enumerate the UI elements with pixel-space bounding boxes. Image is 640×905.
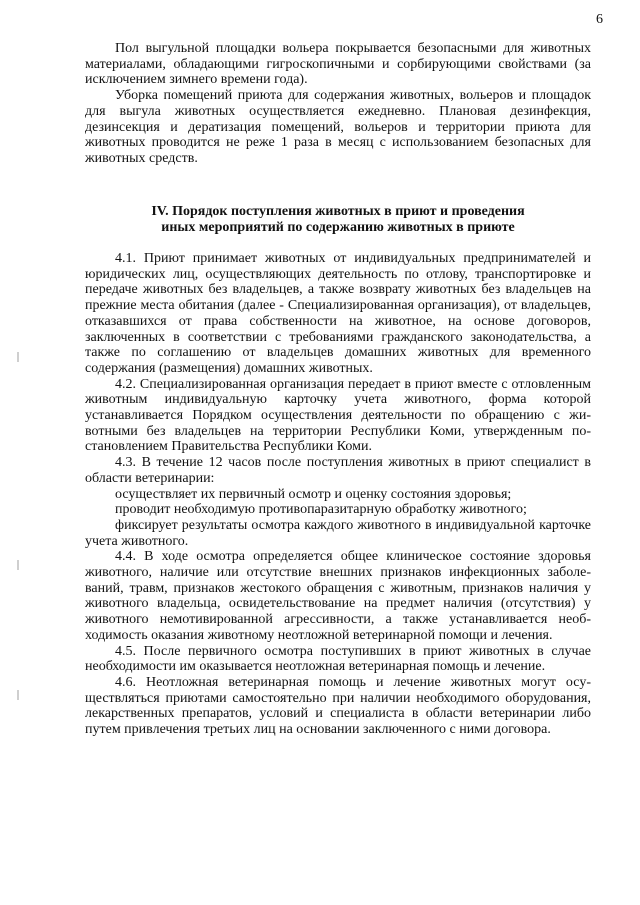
paragraph-4-1: 4.1. Приют принимает животных от индивидуальных предпринимателей и юридических лиц, осуществляющих деятельность по отлову, транспортировке и передаче животных без владельцев, а также возврату животных без владельцев на прежние места обитания (далее - Специализированная организация), от владельцев, отказавшихся от права собственности на животное, на основе договоров, заключенных в соответствии с требованиями гражданского законодательства, а также по соглашению от владельцев домашних животных для временного содержания (размещения) домашних животных. <box>85 251 591 376</box>
paragraph-4-3-item-a: осуществляет их первичный осмотр и оценку состояния здоровья; <box>115 486 512 502</box>
scan-margin-mark <box>17 560 19 570</box>
paragraph-4-3-item-c: фиксирует результаты осмотра каждого животного в индивидуальной карточке учета животного. <box>85 517 591 549</box>
intro-paragraph-2: Уборка помещений приюта для содержания животных, вольеров и площадок для выгула животных осуществляется ежедневно. Плановая дезинфекция, дезинсекция и дератизация помещений, вольеров и территории приюта для животных проводится не реже 1 раза в месяц с использованием безопасных для животных средств. <box>85 88 591 166</box>
paragraph-4-4: 4.4. В ходе осмотра определяется общее клиническое состояние здоровья животного, наличие или отсутствие внешних признаков инфекционных заболеваний, травм, признаков жестокого обращения с животным, признаков наличия у животного владельца, освидетельствование на предмет наличия (отсутствия) у животного немотивированной агрессивности, а также устанавливается необходимость оказания животному неотложной ветеринарной помощи и лечения. <box>85 549 591 643</box>
section-heading-line-2: иных мероприятий по содержанию животных в приюте <box>161 220 515 235</box>
section-body <box>85 251 591 738</box>
scan-margin-mark <box>17 690 19 700</box>
paragraph-4-2: 4.2. Специализированная организация передает в приют вместе с отловленным животным индивидуальную карточку учета животного, форма которой устанавливается Порядком осуществления деятельности по обращению с животными без владельцев на территории Республики Коми, утвержденным постановлением Правительства Республики Коми. <box>85 376 591 455</box>
paragraph-4-3-item-b: проводит необходимую противопаразитарную обработку животного; <box>115 502 527 518</box>
paragraph-4-3: 4.3. В течение 12 часов после поступления животных в приют специалист в области ветеринарии: <box>85 455 591 486</box>
scan-margin-mark <box>17 352 19 362</box>
intro-block <box>85 41 591 167</box>
paragraph-4-6: 4.6. Неотложная ветеринарная помощь и лечение животных могут осуществляться приютами самостоятельно при наличии необходимого оборудования, лекарственных препаратов, условий и специалиста в области ветеринарии либо путем привлечения третьих лиц на основании заключенного с ними договора. <box>85 674 591 738</box>
intro-paragraph-1: Пол выгульной площадки вольера покрывается безопасными для животных материалами, обладающими гигроскопичными и сорбирующими свойствами (за исключением зимнего времени года). <box>85 41 591 88</box>
paragraph-4-5: 4.5. После первичного осмотра поступивших в приют животных в случае необходимости им оказывается неотложная ветеринарная помощь и лечение. <box>85 643 591 675</box>
page-number: 6 <box>596 12 603 27</box>
section-heading <box>85 204 591 236</box>
section-heading-line-1: IV. Порядок поступления животных в приют и проведения <box>151 204 525 219</box>
